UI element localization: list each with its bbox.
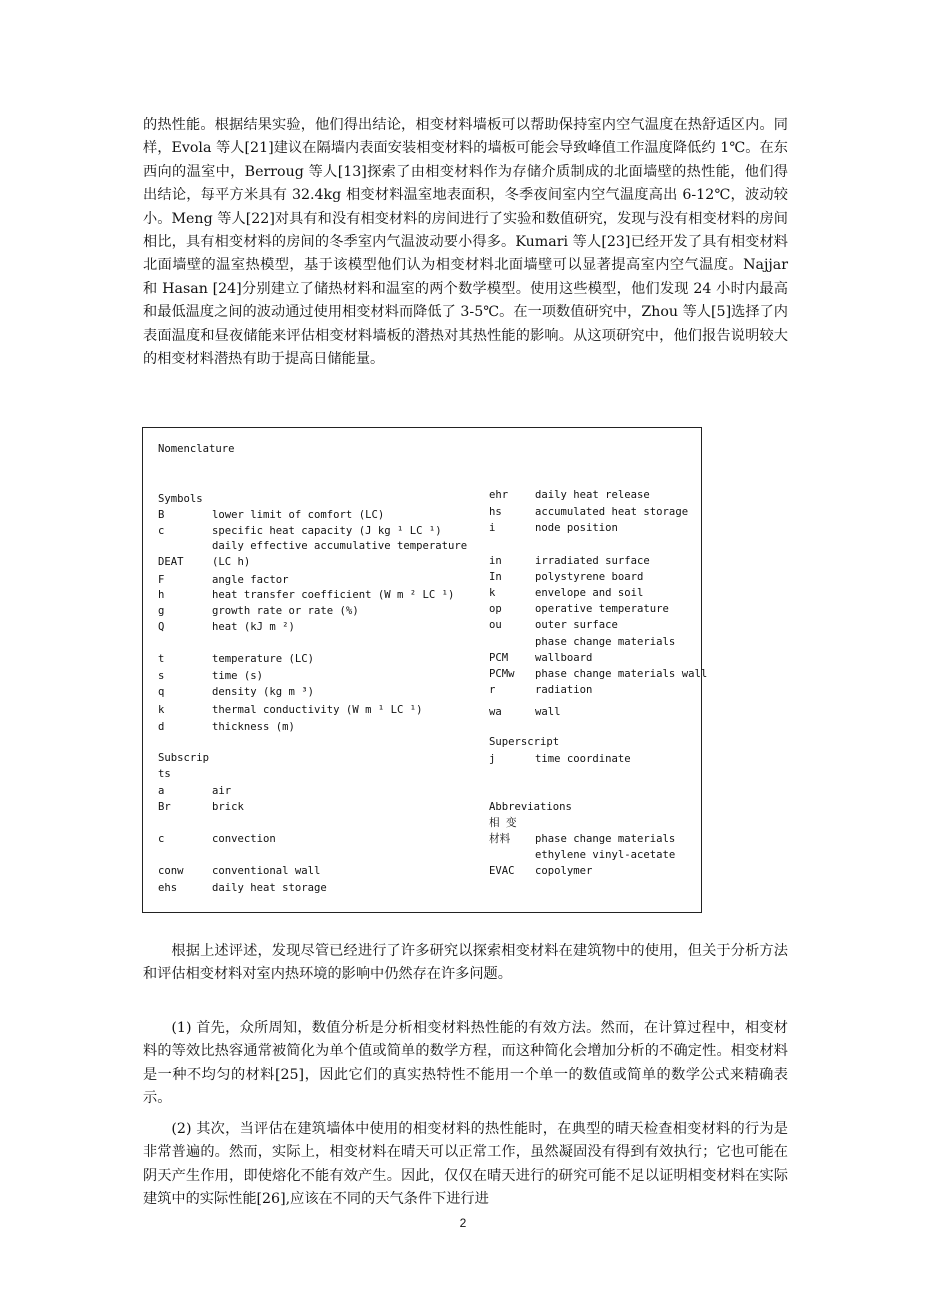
nomenclature-definition: thermal conductivity (W m ¹ LC ¹) <box>212 704 423 716</box>
nomenclature-symbol: h <box>158 589 165 601</box>
nomenclature-symbol: q <box>158 686 165 698</box>
nomenclature-symbol: 相 变 <box>489 817 517 829</box>
nomenclature-symbol: c <box>158 833 165 845</box>
nomenclature-definition: time (s) <box>212 670 264 682</box>
nomenclature-symbol: wa <box>489 706 502 718</box>
nomenclature-definition: irradiated surface <box>535 555 650 567</box>
nomenclature-definition: conventional wall <box>212 865 321 877</box>
nomenclature-symbol: 材料 <box>489 833 511 845</box>
nomenclature-definition: outer surface <box>535 619 618 631</box>
body-paragraph: 根据上述评述，发现尽管已经进行了许多研究以探索相变材料在建筑物中的使用，但关于分析方法和评估相变材料对室内热环境的影响中仍然存在许多问题。 <box>143 943 788 983</box>
nomenclature-symbol: ou <box>489 619 502 631</box>
nomenclature-definition: angle factor <box>212 574 289 586</box>
nomenclature-symbol: conw <box>158 865 184 877</box>
nomenclature-symbol: DEAT <box>158 556 184 568</box>
nomenclature-definition: copolymer <box>535 865 593 877</box>
nomenclature-definition: wall <box>535 706 561 718</box>
nomenclature-symbol: c <box>158 525 165 537</box>
nomenclature-definition: accumulated heat storage <box>535 506 689 518</box>
nomenclature-definition: daily heat release <box>535 489 650 501</box>
nomenclature-symbol: Br <box>158 801 171 813</box>
nomenclature-definition: air <box>212 785 232 797</box>
superscript-heading: Superscript <box>489 736 560 748</box>
subscripts-heading-cont: ts <box>158 768 171 780</box>
body-paragraph: 的热性能。根据结果实验，他们得出结论，相变材料墙板可以帮助保持室内空气温度在热舒适区内。同样，Evola 等人[21]建议在隔墙内表面安装相变材料的墙板可能会导致峰值工作温度降低约 1℃。在东西向的温室中，Berroug 等人[13]探索了由相变材料作为存储介质制成的北面墙壁的热性能，他们得出结论，每平方米具有 32.4kg 相变材料温室地表面积，冬季夜间室内空气温度高出 6-12℃，波动较小。Meng 等人[22]对具有和没有相变材料的房间进行了实验和数值研究，发现与没有相变材料的房间相比，具有相变材料的房间的冬季室内气温波动要小得多。Kumari 等人[23]已经开发了具有相变材料北面墙壁的温室热模型，基于该模型他们认为相变材料北面墙壁可以显著提高室内空气温度。Najjar 和 Hasan [24]分别建立了储热材料和温室的两个数学模型。使用这些模型，他们发现 24 小时内最高和最低温度之间的波动通过使用相变材料而降低了 3-5℃。在一项数值研究中，Zhou 等人[5]选择了内表面温度和昼夜储能来评估相变材料墙板的潜热对其热性能的影响。从这项研究中，他们报告说明较大的相变材料潜热有助于提高日储能量。 <box>143 117 788 368</box>
nomenclature-symbol: hs <box>489 506 502 518</box>
body-paragraph: (1) 首先，众所周知，数值分析是分析相变材料热性能的有效方法。然而，在计算过程中，相变材料的等效比热容通常被简化为单个值或简单的数学方程，而这种简化会增加分析的不确定性。相变材料是一种不均匀的材料[25]，因此它们的真实热特性不能用一个单一的数值或简单的数学公式来精确表示。 <box>143 1020 788 1107</box>
nomenclature-symbol: EVAC <box>489 865 515 877</box>
nomenclature-definition: growth rate or rate (%) <box>212 605 359 617</box>
nomenclature-definition: heat transfer coefficient (W m ² LC ¹) <box>212 589 455 601</box>
nomenclature-symbol: j <box>489 753 496 765</box>
nomenclature-definition: radiation <box>535 684 593 696</box>
body-paragraph: (2) 其次，当评估在建筑墙体中使用的相变材料的热性能时，在典型的晴天检查相变材料的行为是非常普遍的。然而，实际上，相变材料在晴天可以正常工作，虽然凝固没有得到有效执行；它也可能在阴天产生作用，即使熔化不能有效产生。因此，仅仅在晴天进行的研究可能不足以证明相变材料在实际建筑中的实际性能[26],应该在不同的天气条件下进行进 <box>143 1121 788 1208</box>
nomenclature-definition: heat (kJ m ²) <box>212 621 295 633</box>
nomenclature-symbol: s <box>158 670 165 682</box>
nomenclature-definition: ethylene vinyl-acetate <box>535 849 676 861</box>
nomenclature-definition: phase change materials <box>535 636 676 648</box>
nomenclature-symbol: ehr <box>489 489 509 501</box>
nomenclature-symbol: d <box>158 721 165 733</box>
nomenclature-definition: wallboard <box>535 652 593 664</box>
nomenclature-definition: specific heat capacity (J kg ¹ LC ¹) <box>212 525 442 537</box>
nomenclature-symbol: PCMw <box>489 668 515 680</box>
nomenclature-definition: daily effective accumulative temperature <box>212 540 468 552</box>
nomenclature-symbol: t <box>158 653 165 665</box>
nomenclature-symbol: a <box>158 785 165 797</box>
nomenclature-symbol: ehs <box>158 882 178 894</box>
nomenclature-definition: phase change materials <box>535 833 676 845</box>
nomenclature-definition: phase change materials wall <box>535 668 708 680</box>
nomenclature-title: Nomenclature <box>158 443 235 455</box>
nomenclature-symbol: Q <box>158 621 165 633</box>
nomenclature-symbol: op <box>489 603 502 615</box>
nomenclature-definition: node position <box>535 522 618 534</box>
nomenclature-symbol: k <box>158 704 165 716</box>
nomenclature-symbol: g <box>158 605 165 617</box>
nomenclature-symbol: In <box>489 571 502 583</box>
nomenclature-symbol: PCM <box>489 652 509 664</box>
nomenclature-symbol: r <box>489 684 496 696</box>
nomenclature-definition: brick <box>212 801 244 813</box>
nomenclature-definition: daily heat storage <box>212 882 327 894</box>
nomenclature-definition: operative temperature <box>535 603 669 615</box>
nomenclature-symbol: B <box>158 509 165 521</box>
nomenclature-definition: lower limit of comfort (LC) <box>212 509 385 521</box>
nomenclature-symbol: in <box>489 555 502 567</box>
abbreviations-heading: Abbreviations <box>489 801 572 813</box>
nomenclature-definition: time coordinate <box>535 753 631 765</box>
nomenclature-symbol: k <box>489 587 496 599</box>
nomenclature-definition: (LC h) <box>212 556 251 568</box>
nomenclature-symbol: i <box>489 522 496 534</box>
nomenclature-definition: density (kg m ³) <box>212 686 315 698</box>
symbols-heading: Symbols <box>158 493 203 505</box>
nomenclature-definition: temperature (LC) <box>212 653 315 665</box>
nomenclature-box <box>142 427 708 913</box>
subscripts-heading: Subscrip <box>158 752 210 764</box>
nomenclature-definition: thickness (m) <box>212 721 295 733</box>
nomenclature-definition: polystyrene board <box>535 571 644 583</box>
nomenclature-symbol: F <box>158 574 165 586</box>
nomenclature-definition: convection <box>212 833 276 845</box>
page-number: 2 <box>459 1216 467 1230</box>
nomenclature-definition: envelope and soil <box>535 587 644 599</box>
